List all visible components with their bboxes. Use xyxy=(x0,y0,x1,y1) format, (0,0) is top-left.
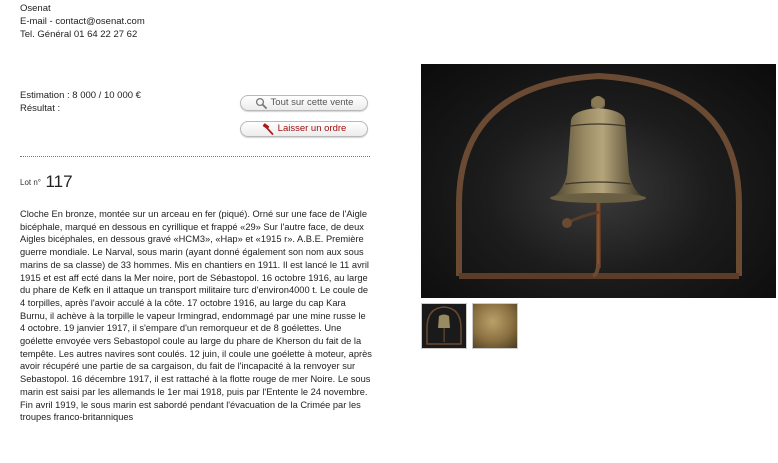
magnifier-icon xyxy=(255,97,267,109)
place-order-button[interactable] xyxy=(240,121,368,137)
thumbnail-bell-illustration xyxy=(422,304,466,348)
bell-main-photo[interactable] xyxy=(421,64,776,298)
lot-number-value: 117 xyxy=(45,172,73,191)
contact-block xyxy=(20,2,145,41)
lot-number xyxy=(20,172,73,192)
all-sale-label: Tout sur cette vente xyxy=(270,97,354,108)
bell-illustration xyxy=(421,64,776,298)
gavel-icon xyxy=(262,123,274,135)
result-text: Résultat : xyxy=(20,103,61,114)
thumbnail-bell-detail[interactable] xyxy=(472,303,518,349)
lot-description: Cloche En bronze, montée sur un arceau en fer (piqué). Orné sur une face de l'Aigle bicéphale, marqué en dessous en cyrillique et frappé «29» Sur l'autre face, de deux Aigles bicéphales, en dessous gravé «HCM3», «Hap» et «1915 r». A.B.E. Première guerre mondiale. Le Narval, sous marin (ayant donné également son nom aux sous marins de sa classe) de 33 hommes. Mis en chantiers en 1911. Il est lancé le 11 avril 1915 et est aff ecté dans la Mer noire, port de Sébastopol. 16 octobre 1916, au large du phare de Kefk en il attaque un transport militaire turc d'environ4000 t. Le coule de 4 torpilles, après l'avoir acculé à la côte. 17 octobre 1916, au large du cap Kara Burnu, il achève à la torpille le vapeur Irmingrad, endommagé par une mine russe le 4 octobre. 19 janvier 1917, il s'empare d'un remorqueur et de 8 goélettes. Une goélette envoyée vers Sebastopol coule au large du phare de Kherson du fait de la tempête. Les autres navires sont coulés. 12 juin, il coule une goélette à moteur, après avoir récupéré une partie de sa cargaison, du fait de l'incapacité à la renvoyer sur Sebastopol. 16 décembre 1917, il est rattaché à la flotte rouge de mer Noire. Le sous marin est saisi par les allemands le 1er mai 1918, puis par l'Entente le 24 novembre. Fin avril 1919, le sous marin est sabordé pendant l'évacuation de la Crimée par les troupes franco-britanniques xyxy=(20,209,372,423)
all-sale-button[interactable] xyxy=(240,95,368,111)
lot-prefix: Lot n° xyxy=(20,178,41,187)
auction-house-name: Osenat xyxy=(20,3,51,14)
contact-phone: Tel. Général 01 64 22 27 62 xyxy=(20,29,138,40)
thumbnail-bell-full[interactable] xyxy=(421,303,467,349)
contact-email[interactable]: E-mail - contact@osenat.com xyxy=(20,16,145,27)
estimate-text: Estimation : 8 000 / 10 000 € xyxy=(20,90,141,101)
section-divider xyxy=(20,156,370,157)
estimate-block xyxy=(20,89,141,115)
place-order-label: Laisser un ordre xyxy=(277,123,347,134)
